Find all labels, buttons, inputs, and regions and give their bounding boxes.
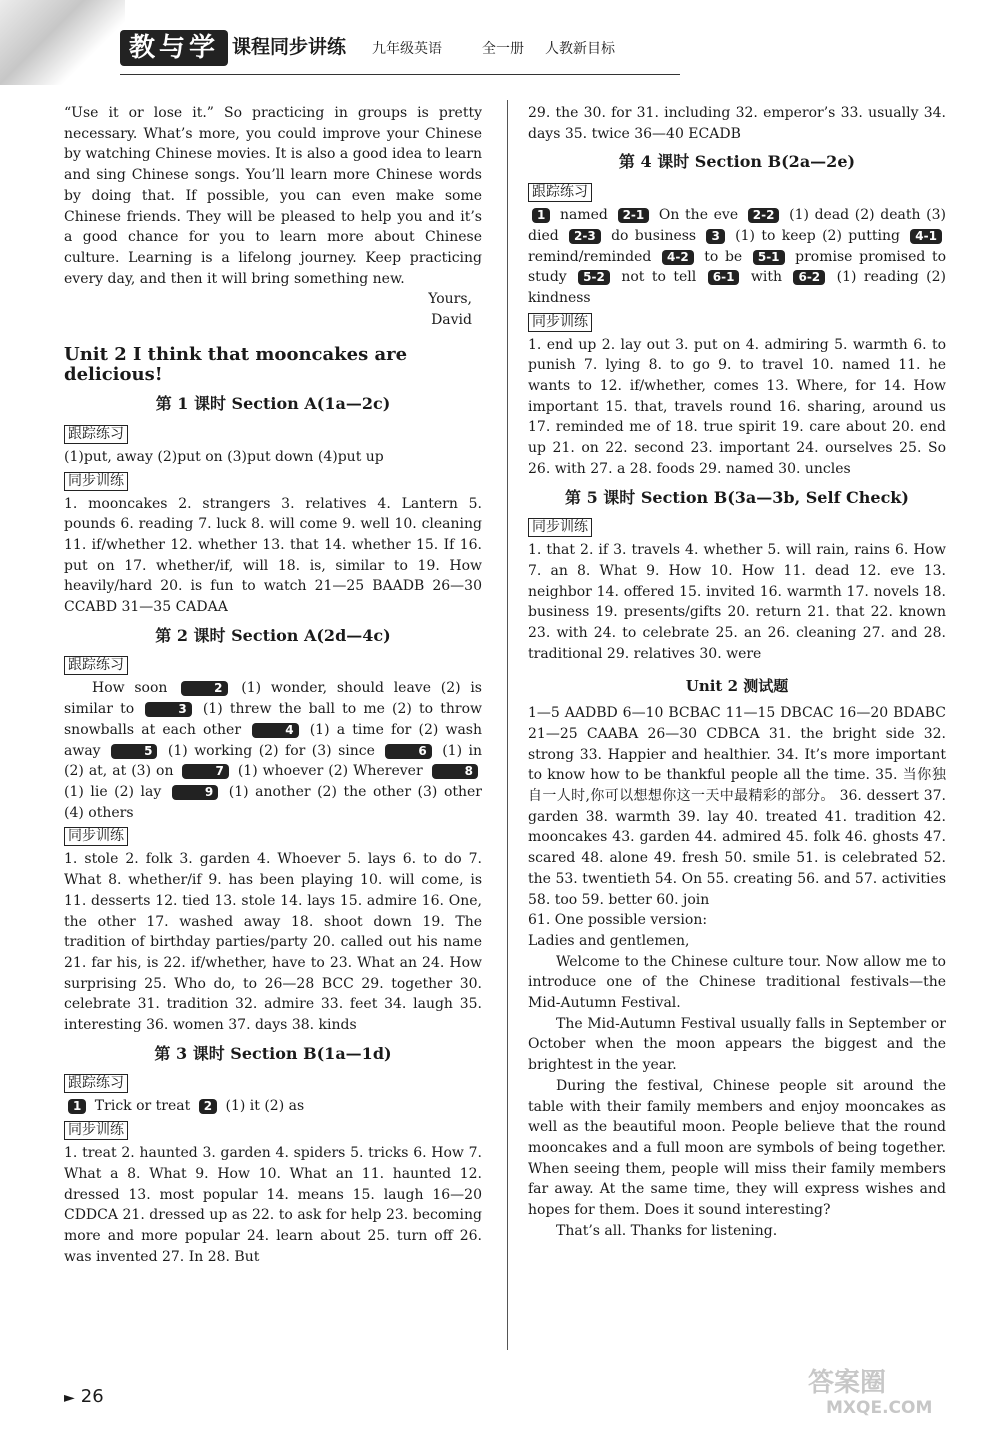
question-number-badge: 4 [252, 723, 298, 738]
answer-text: (1) it (2) as [221, 1098, 305, 1115]
question-number-badge: 6 [385, 744, 431, 759]
lesson-4-sync-answers: 1. end up 2. lay out 3. put on 4. admiring 5. warmth 6. to punish 7. lying 8. to go 9. to travel 10. named 11. he wants to 12. if/whether, comes 13. Where, for 14. How important 15. that, travels round 16. sharing, around us 17. reminded me of 18. true spirit 19. care about 20. end up 21. on 22. second 23. important 24. ourselves 25. So 26. with 27. a 28. foods 29. named 30. uncles [528, 336, 946, 477]
question-number-badge: 4-2 [662, 250, 694, 265]
question-number-badge: 3 [706, 229, 724, 244]
lesson-5-sync-answers: 1. that 2. if 3. travels 4. whether 5. will rain, rains 6. How 7. an 8. What 9. How 10. How 11. dead 12. eve 13. neighbor 14. offered 15. invited 16. warmth 17. novels 18. business 19. presents/gifts 20. return 21. that 22. known 23. with 24. to celebrate 25. an 26. cleaning 27. and 28. traditional 29. relatives 30. were [528, 542, 946, 662]
answer-text: not to tell [613, 269, 704, 286]
tag-track-practice: 跟踪练习 [528, 183, 592, 202]
watermark-url: MXQE.COM [826, 1398, 933, 1418]
lesson-3-track-answers [64, 1096, 482, 1117]
lesson-1-sync-answers: 1. mooncakes 2. strangers 3. relatives 4. Lantern 5. pounds 6. reading 7. luck 8. will come 9. well 10. cleaning 11. if/whether 12. whether 13. that 14. whether 15. If 16. put on 17. whether/if, will 18. is, similar to 19. How heavily/hard 20. is fun to watch 21—25 BAADB 26—30 CCABD 31—35 CADAA [64, 495, 482, 616]
question-number-badge: 5-2 [578, 270, 610, 285]
answer-text: (1) threw the ball to me (2) to throw snowballs at each other [64, 701, 482, 738]
page-header [0, 0, 1000, 85]
question-number-badge: 2 [181, 681, 227, 696]
answer-text: to be [697, 248, 749, 265]
answer-text: How soon [92, 680, 178, 697]
answer-text: (1) lie (2) lay [64, 783, 168, 800]
answer-text: Trick or treat [90, 1098, 195, 1115]
arrow-icon: ► [64, 1390, 75, 1406]
tag-track-practice: 跟踪练习 [64, 1074, 128, 1093]
page-number: 26 [80, 1386, 104, 1407]
lesson-3-title: 第 3 课时 Section B(1a—1d) [154, 1043, 392, 1063]
answer-text: On the eve [653, 207, 744, 224]
unit-test-answers: 1—5 AADBD 6—10 BCBAC 11—15 DBCAC 16—20 BDABC 21—25 CAABA 26—30 CDBCA 31. the bright side 32. strong 33. Happier and healthier. 34. It’s more important to know how to be thankful people all the time. 35. 当你独自一人时,你可以想想你这一天中最精彩的部分。 36. dessert 37. garden 38. warmth 39. lay 40. treated 41. tradition 42. mooncakes 43. garden 44. admired 45. folk 46. ghosts 47. scared 48. alone 49. fresh 50. smile 51. is celebrated 52. the 53. twentieth 54. On 55. creating 56. and 57. activities 58. too 59. better 60. join [528, 705, 946, 908]
answer-text: (1) reading (2) kindness [528, 269, 946, 306]
decorative-swoosh [0, 0, 125, 85]
lesson-2-sync-answers: 1. stole 2. folk 3. garden 4. Whoever 5. lays 6. to do 7. What 8. whether/if 9. has been playing 10. will come, is 11. desserts 12. tied 13. stole 14. lays 15. admire 16. One, the other 17. washed away 18. shoot down 19. The tradition of birthday parties/party 20. called out his name 21. far his, is 22. if/whether, have to 23. What an 24. How surprising 25. Who do, to 26—28 BCC 29. together 30. celebrate 31. tradition 32. admire 33. feet 34. laugh 35. interesting 36. women 37. days 38. kinds [64, 851, 482, 1034]
question-number-badge: 5 [111, 744, 157, 759]
edition-label: 人教新目标 [545, 41, 615, 57]
answer-text: (1) in (2) at, at (3) on [64, 742, 483, 780]
page-footer [64, 1386, 104, 1407]
question-number-badge: 8 [432, 764, 478, 779]
question-number-badge: 2-2 [748, 208, 780, 223]
answer-text: promise promised to study [528, 248, 946, 286]
answer-text: with [743, 269, 790, 286]
answer-text: (1) a time for (2) wash away [64, 721, 482, 759]
lesson-4-title: 第 4 课时 Section B(2a—2e) [618, 152, 856, 172]
answer-text: (1) working (2) for (3) since [161, 742, 382, 759]
header-rule [120, 74, 680, 75]
answer-text: (1) dead (2) death (3) died [528, 207, 946, 244]
lesson-4-track-answers [528, 205, 946, 309]
answer-text: (1) whoever (2) Wherever [232, 763, 428, 780]
tag-sync-training: 同步训练 [528, 518, 592, 537]
book-logo: 教与学 [120, 30, 228, 66]
lesson-3-sync-continued: 29. the 30. for 31. including 32. emperor’s 33. usually 34. days 35. twice 36—40 ECADB [528, 105, 946, 142]
answer-text: remind/reminded [528, 248, 658, 265]
tag-sync-training: 同步训练 [64, 827, 128, 846]
question-number-badge: 3 [145, 702, 191, 717]
lesson-3-sync-answers: 1. treat 2. haunted 3. garden 4. spiders 5. tricks 6. How 7. What a 8. What 9. How 10. What an 11. haunted 12. dressed 13. most popular 14. means 15. laugh 16—20 CDDCA 21. dressed up as 22. to ask for help 23. becoming more and more popular 24. learn about 25. turn off 26. was invented 27. In 28. But [64, 1145, 482, 1265]
question-number-badge: 5-1 [753, 250, 785, 265]
tag-sync-training: 同步训练 [64, 472, 128, 491]
question-number-badge: 6-2 [793, 270, 825, 285]
question-number-badge: 1 [68, 1099, 86, 1114]
tag-track-practice: 跟踪练习 [64, 656, 128, 675]
question-number-badge: 6-1 [708, 270, 740, 285]
essay-paragraph: The Mid-Autumn Festival usually falls in September or October when the moon appears the biggest and the brightest in the year. [528, 1015, 946, 1074]
answer-text: (1) to keep (2) putting [728, 227, 907, 244]
answer-text: (1) wonder, should leave (2) is similar to [64, 680, 482, 718]
lesson-2-track-answers [64, 678, 482, 823]
watermark-logo: 答案圈 [808, 1368, 887, 1398]
essay-paragraph: During the festival, Chinese people sit around the table with their family members and enjoy mooncakes as well as the beautiful moon. People believe that the round mooncakes and a full moon are symbols of being together. When seeing them, people will miss their family members far away. At the same time, they will express wishes and hopes for them. Does it sound interesting? [528, 1077, 946, 1219]
volume-label: 全一册 [482, 41, 524, 57]
essay-intro: 61. One possible version: [528, 912, 708, 929]
question-number-badge: 2-1 [618, 208, 650, 223]
tag-sync-training: 同步训练 [64, 1121, 128, 1140]
answer-text: do business [604, 227, 703, 244]
question-number-badge: 7 [182, 764, 228, 779]
question-number-badge: 2-3 [569, 229, 601, 244]
grade-label: 九年级英语 [372, 41, 442, 57]
left-column [64, 103, 482, 1267]
unit-test-title: Unit 2 测试题 [685, 677, 789, 696]
letter-sign-off: Yours, [428, 291, 472, 308]
question-number-badge: 1 [532, 208, 550, 223]
answer-text: named [554, 207, 614, 224]
question-number-badge: 9 [172, 785, 218, 800]
book-title: 课程同步讲练 [232, 36, 347, 58]
letter-paragraph: “Use it or lose it.” So practicing in groups is pretty necessary. What’s more, you could improve your Chinese by watching Chinese movies. It is also a good idea to learn and sing Chinese songs. You’ll learn more Chinese words by doing that. If possible, you can even make some Chinese friends. They will be pleased to help you and it’s a good chance for you to learn more about Chinese culture. Learning is a lifelong journey. Keep practicing every day, and then it will bring something new. [64, 105, 482, 287]
lesson-1-track-answers: (1)put, away (2)put on (3)put down (4)put up [64, 448, 384, 465]
lesson-2-title: 第 2 课时 Section A(2d—4c) [155, 625, 391, 645]
lesson-1-title: 第 1 课时 Section A(1a—2c) [155, 394, 391, 414]
right-column [528, 103, 946, 1241]
answer-text: (1) another (2) the other (3) other (4) others [64, 783, 482, 821]
tag-sync-training: 同步训练 [528, 313, 592, 332]
question-number-badge: 4-1 [910, 229, 942, 244]
question-number-badge: 2 [199, 1099, 217, 1114]
column-divider [507, 100, 508, 1350]
letter-signature: David [431, 312, 472, 329]
lesson-5-title: 第 5 课时 Section B(3a—3b, Self Check) [565, 487, 909, 507]
essay-paragraph: That’s all. Thanks for listening. [556, 1222, 778, 1239]
tag-track-practice: 跟踪练习 [64, 425, 128, 444]
essay-greeting: Ladies and gentlemen, [528, 932, 690, 949]
essay-paragraph: Welcome to the Chinese culture tour. Now allow me to introduce one of the Chinese traditional festivals—the Mid-Autumn Festival. [528, 953, 946, 1012]
unit-title: Unit 2 I think that mooncakes are delicious! [64, 343, 408, 386]
